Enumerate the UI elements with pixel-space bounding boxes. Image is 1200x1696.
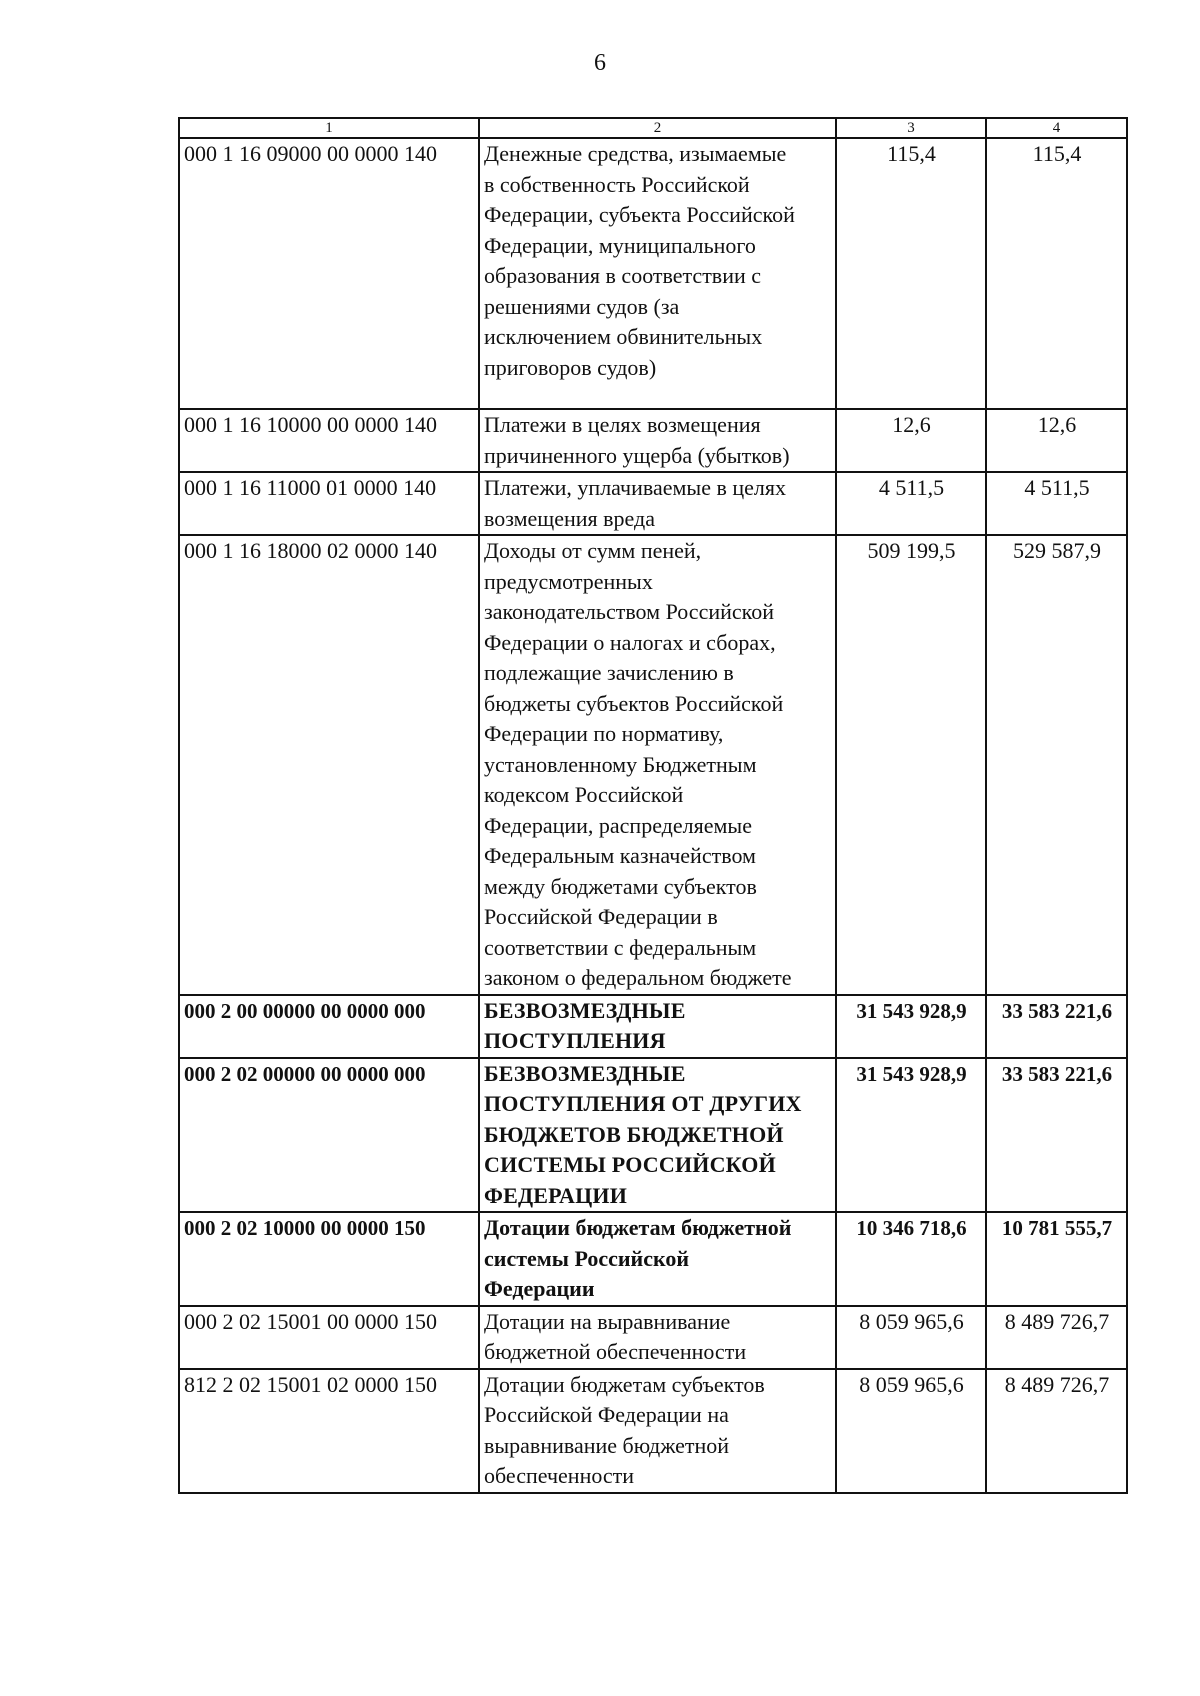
amount-column-3-cell: 509 199,5 (836, 535, 986, 995)
amount-column-3-cell: 8 059 965,6 (836, 1306, 986, 1369)
table-row (179, 138, 1127, 409)
description-line: подлежащие зачислению в (484, 660, 734, 685)
column-header-1: 1 (179, 118, 479, 138)
description-line: Федерации, субъекта Российской (484, 202, 795, 227)
description-line: обеспеченности (484, 1463, 635, 1488)
budget-code-cell: 000 1 16 11000 01 0000 140 (179, 472, 479, 535)
description-line: бюджетной обеспеченности (484, 1339, 747, 1364)
description-line: Дотации бюджетам субъектов (484, 1371, 765, 1397)
budget-code-cell: 000 1 16 09000 00 0000 140 (179, 138, 479, 409)
table-row (179, 1306, 1127, 1369)
description-line: Российской Федерации в (484, 904, 718, 929)
amount-column-3-cell: 8 059 965,6 (836, 1369, 986, 1493)
description-line: установленному Бюджетным (484, 751, 757, 777)
description-line: выравнивание бюджетной (484, 1432, 730, 1458)
description-line: Федерации по нормативу, (484, 721, 724, 746)
description-line: соответствии с федеральным (484, 934, 757, 960)
description-line: Платежи, уплачиваемые в целях (484, 475, 787, 500)
budget-code-cell: 000 1 16 18000 02 0000 140 (179, 535, 479, 995)
description-line: исключением обвинительных (484, 324, 763, 349)
description-line: системы Российской (484, 1245, 690, 1271)
description-line: Доходы от сумм пеней, (484, 538, 702, 563)
table-row (179, 1369, 1127, 1493)
description-line: ПОСТУПЛЕНИЯ (484, 1028, 666, 1053)
description-line: законом о федеральном бюджете (484, 965, 792, 990)
budget-code-cell: 000 2 02 15001 00 0000 150 (179, 1306, 479, 1369)
table-row (179, 535, 1127, 995)
description-cell (479, 1306, 836, 1369)
description-line: Дотации на выравнивание (484, 1308, 731, 1334)
description-line: БЕЗВОЗМЕЗДНЫЕ (484, 997, 686, 1023)
description-cell (479, 1058, 836, 1213)
description-line: причиненного ущерба (убытков) (484, 442, 790, 468)
budget-code-cell: 000 2 02 00000 00 0000 000 (179, 1058, 479, 1213)
table-row (179, 1212, 1127, 1306)
amount-column-3-cell: 31 543 928,9 (836, 1058, 986, 1213)
amount-column-4-cell: 8 489 726,7 (986, 1369, 1127, 1493)
column-header-2: 2 (479, 118, 836, 138)
description-line: Федерации (484, 1276, 595, 1301)
description-line: Федеральным казначейством (484, 843, 756, 868)
amount-column-4-cell: 8 489 726,7 (986, 1306, 1127, 1369)
budget-code-cell: 000 2 02 10000 00 0000 150 (179, 1212, 479, 1306)
amount-column-3-cell: 115,4 (836, 138, 986, 409)
amount-column-3-cell: 31 543 928,9 (836, 995, 986, 1058)
description-cell (479, 535, 836, 995)
description-line: Российской Федерации на (484, 1402, 729, 1427)
description-cell (479, 1369, 836, 1493)
table-row (179, 1058, 1127, 1213)
amount-column-4-cell: 33 583 221,6 (986, 1058, 1127, 1213)
description-cell (479, 138, 836, 409)
description-line: Платежи в целях возмещения (484, 412, 761, 437)
description-line: в собственность Российской (484, 171, 750, 197)
description-line: образования в соответствии с (484, 263, 762, 288)
amount-column-4-cell: 115,4 (986, 138, 1127, 409)
description-line: СИСТЕМЫ РОССИЙСКОЙ (484, 1152, 776, 1177)
amount-column-4-cell: 12,6 (986, 409, 1127, 472)
description-line: Федерации, распределяемые (484, 812, 752, 838)
description-line: кодексом Российской (484, 782, 684, 807)
description-line: БЕЗВОЗМЕЗДНЫЕ (484, 1060, 686, 1086)
description-cell (479, 995, 836, 1058)
description-line: решениями судов (за (484, 293, 680, 319)
amount-column-4-cell: 10 781 555,7 (986, 1212, 1127, 1306)
budget-code-cell: 000 1 16 10000 00 0000 140 (179, 409, 479, 472)
description-cell (479, 409, 836, 472)
amount-column-4-cell: 33 583 221,6 (986, 995, 1127, 1058)
table-row (179, 472, 1127, 535)
amount-column-3-cell: 10 346 718,6 (836, 1212, 986, 1306)
table-row (179, 995, 1127, 1058)
amount-column-3-cell: 4 511,5 (836, 472, 986, 535)
description-line: Денежные средства, изымаемые (484, 141, 787, 166)
description-line: Дотации бюджетам бюджетной (484, 1215, 792, 1240)
description-line: ФЕДЕРАЦИИ (484, 1182, 628, 1208)
amount-column-4-cell: 4 511,5 (986, 472, 1127, 535)
description-line: Федерации, муниципального (484, 232, 756, 258)
amount-column-4-cell: 529 587,9 (986, 535, 1127, 995)
description-line: Федерации о налогах и сборах, (484, 629, 776, 655)
table-row (179, 409, 1127, 472)
description-line: бюджеты субъектов Российской (484, 690, 784, 716)
description-line: законодательством Российской (484, 599, 774, 624)
budget-code-cell: 812 2 02 15001 02 0000 150 (179, 1369, 479, 1493)
budget-code-cell: 000 2 00 00000 00 0000 000 (179, 995, 479, 1058)
budget-revenue-table (178, 117, 1128, 1494)
amount-column-3-cell: 12,6 (836, 409, 986, 472)
description-line: предусмотренных (484, 568, 653, 594)
description-line: ПОСТУПЛЕНИЯ ОТ ДРУГИХ (484, 1091, 802, 1116)
description-line: приговоров судов) (484, 354, 657, 380)
description-line: возмещения вреда (484, 505, 655, 531)
column-number-header-row (179, 118, 1127, 138)
description-cell (479, 1212, 836, 1306)
description-cell (479, 472, 836, 535)
column-header-3: 3 (836, 118, 986, 138)
page-number: 6 (594, 50, 606, 76)
column-header-4: 4 (986, 118, 1127, 138)
description-line: между бюджетами субъектов (484, 873, 757, 899)
description-line: БЮДЖЕТОВ БЮДЖЕТНОЙ (484, 1121, 784, 1147)
